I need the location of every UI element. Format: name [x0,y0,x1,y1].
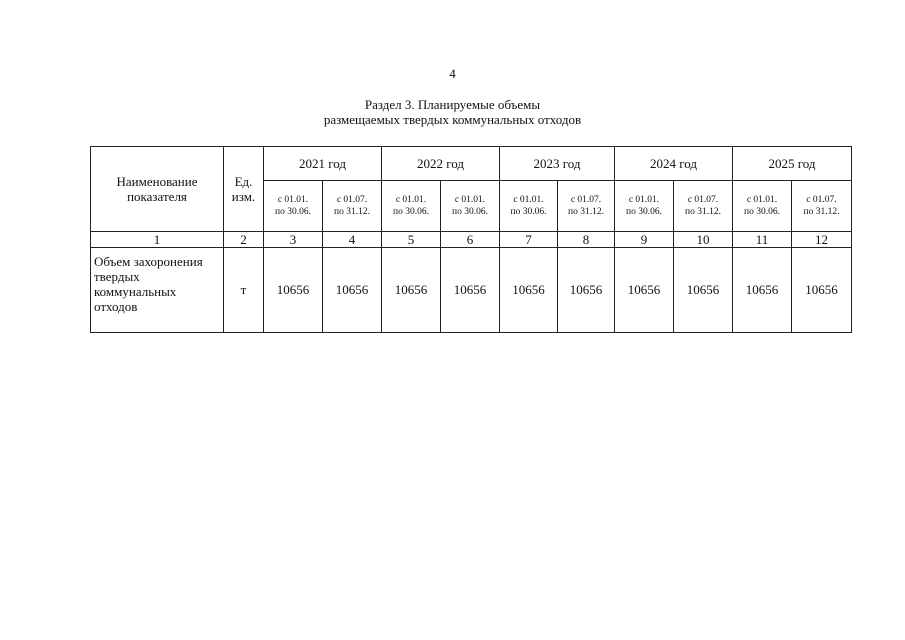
period-2021-h1 [264,181,323,232]
period-2024-h1 [615,181,674,232]
header-year-2022: 2022 год [382,147,500,181]
value-cell: 10656 [264,248,323,333]
period-2023-h2 [558,181,615,232]
period-from: с 01.07. [806,195,837,205]
period-to: по 31.12. [685,207,721,217]
period-to: по 31.12. [334,207,370,217]
value-cell: 10656 [500,248,558,333]
period-from: с 01.07. [687,195,719,205]
period-to: по 30.06. [510,207,547,217]
header-year-2023: 2023 год [500,147,615,181]
column-number-row [91,232,852,248]
period-2022-h1 [382,181,441,232]
row-indicator-name [91,248,224,333]
column-number: 12 [792,232,852,248]
value-cell: 10656 [441,248,500,333]
header-year-2025: 2025 год [733,147,852,181]
period-to: по 30.06. [393,207,429,217]
header-unit-line-1: Ед. [234,174,253,189]
period-from: с 01.01. [746,195,778,205]
period-to: по 31.12. [568,207,604,217]
period-to: по 30.06. [452,207,488,217]
value-cell: 10656 [615,248,674,333]
column-number: 3 [264,232,323,248]
column-number: 2 [224,232,264,248]
period-2025-h2 [792,181,852,232]
period-to: по 30.06. [744,207,780,217]
header-row-years [91,147,852,181]
period-from: с 01.07. [336,195,368,205]
period-from: с 01.01. [628,195,660,205]
column-number: 7 [500,232,558,248]
row-label-line: твердых [94,269,140,284]
value-cell: 10656 [792,248,852,333]
page-number: 4 [449,66,456,81]
column-number: 10 [674,232,733,248]
header-indicator-name-line-1: Наименование [116,174,198,189]
column-number: 6 [441,232,500,248]
column-number: 8 [558,232,615,248]
row-label-line: отходов [94,299,138,314]
header-year-2021: 2021 год [264,147,382,181]
row-label-line: коммунальных [94,284,177,299]
period-2021-h2 [323,181,382,232]
column-number: 1 [91,232,224,248]
column-number: 9 [615,232,674,248]
header-unit [224,147,264,232]
period-2025-h1 [733,181,792,232]
section-title-line-2: размещаемых твердых коммунальных отходов [323,112,582,127]
row-label-line: Объем захоронения [94,254,203,269]
header-indicator-name [91,147,224,232]
period-2022-h2 [441,181,500,232]
period-from: с 01.01. [454,195,486,205]
value-cell: 10656 [733,248,792,333]
column-number: 4 [323,232,382,248]
period-to: по 31.12. [803,207,840,217]
period-from: с 01.07. [570,195,602,205]
column-number: 5 [382,232,441,248]
period-from: с 01.01. [395,195,427,205]
section-title [0,97,905,127]
period-from: с 01.01. [513,195,544,205]
period-to: по 30.06. [626,207,662,217]
header-year-2024: 2024 год [615,147,733,181]
value-cell: 10656 [323,248,382,333]
value-cell: 10656 [674,248,733,333]
table-row [91,248,852,333]
waste-volume-table [90,146,852,333]
row-unit: т [224,248,264,333]
period-2024-h2 [674,181,733,232]
value-cell: 10656 [382,248,441,333]
column-number: 11 [733,232,792,248]
header-indicator-name-line-2: показателя [127,189,187,204]
period-from: с 01.01. [277,195,309,205]
period-2023-h1 [500,181,558,232]
header-unit-line-2: изм. [231,189,256,204]
value-cell: 10656 [558,248,615,333]
period-to: по 30.06. [275,207,311,217]
section-title-line-1: Раздел 3. Планируемые объемы [364,97,541,112]
